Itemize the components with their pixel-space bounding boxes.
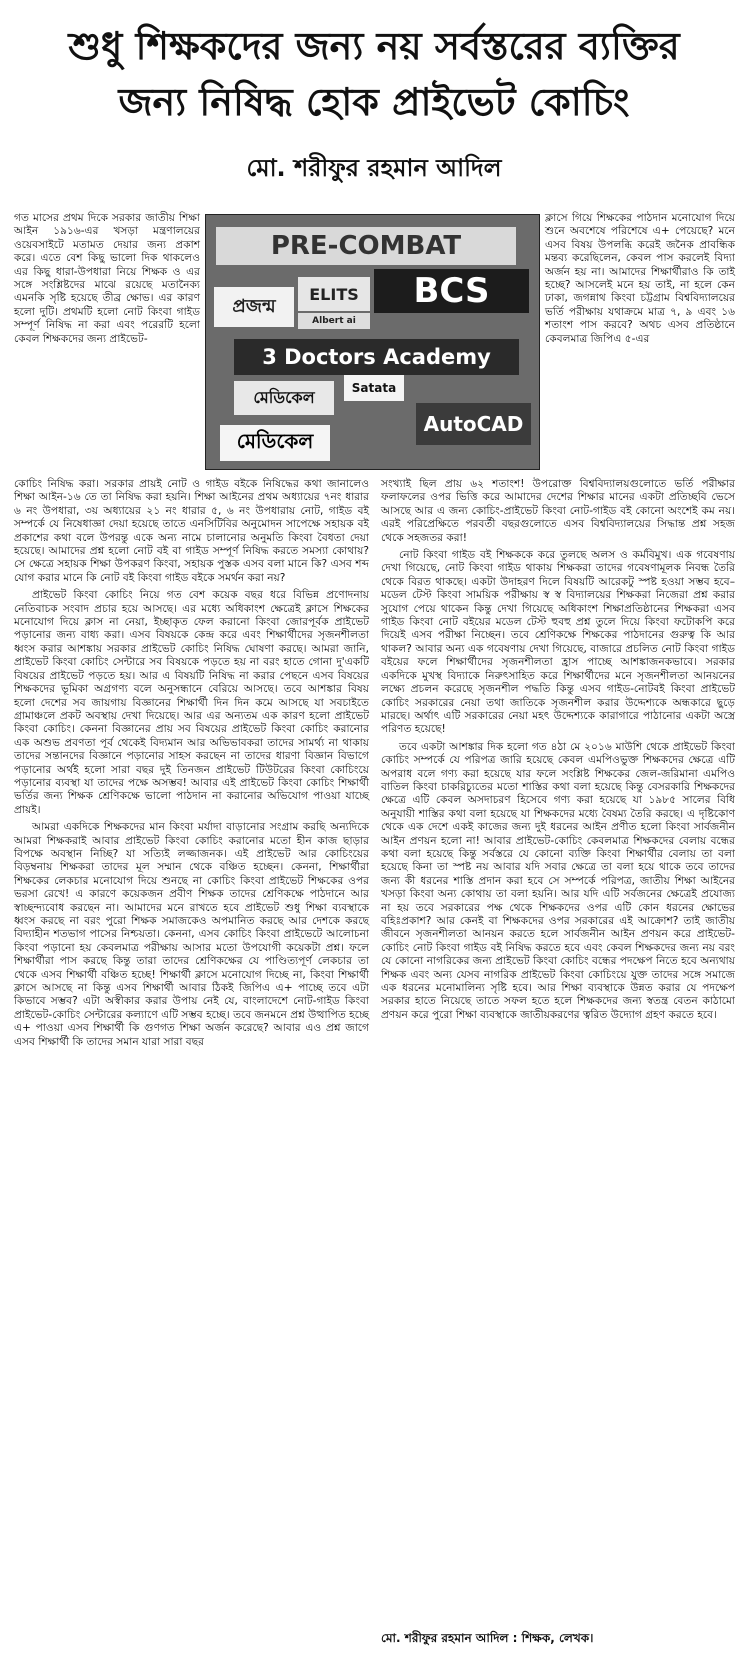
sign-pre-combat: PRE-COMBAT xyxy=(216,227,516,265)
title-line-2: জন্য নিষিদ্ধ হোক প্রাইভেট কোচিং xyxy=(118,80,630,124)
sign-projonmo: প্রজন্ম xyxy=(214,287,294,327)
paragraph: সংখ্যাই ছিল প্রায় ৬২ শতাংশ! উপরোক্ত বিশ্ববিদ্যালয়গুলোতে ভর্তি পরীক্ষার ফলাফলের ওপর ভিত্তি করে আমাদের দেশের শিক্ষার মানের একটা প্রতিচ্ছবি ভেসে আসছে আর এ জন্য কোচিং-প্রাইভেট কিংবা নোট-গাইড বই কোনো অংশেই কম নয়। এরই পরিপ্রেক্ষিতে পরবর্তী বছরগুলোতে এসব বিশ্ববিদ্যালয়ের সিদ্ধান্ত প্রশ্ন সহজ থেকে সহজতর করা! xyxy=(381,478,735,544)
column-left-bottom xyxy=(14,478,369,1053)
coaching-signboards-photo xyxy=(205,214,540,470)
sign-autocad: AutoCAD xyxy=(416,403,531,445)
byline: মো. শরীফুর রহমান আদিল xyxy=(246,154,502,182)
paragraph: তবে একটা আশঙ্কার দিক হলো গত ৪ঠা মে ২০১৬ মাউশি থেকে প্রাইভেট কিংবা কোচিং সম্পর্কে যে পরিপত্র জারি হয়েছে কেবল এমপিওভুক্ত শিক্ষকদের ক্ষেত্রে এটি অপরাধ বলে গণ্য করা হয়েছে যার ফলে সংশ্লিষ্ট শিক্ষকের জেল-জরিমানা এমপিও বাতিল কিংবা চাকরিচ্যুতের মতো শাস্তির কথা বলা হয়েছে কিন্তু বেসরকারি শিক্ষকদের ক্ষেত্রে এটি কেবল অসদাচরণ হিসেবে গণ্য করা হয়েছে যা ১৯৮৫ সালের বিধি অনুযায়ী শাস্তির কথা বলা হয়েছে যা শিক্ষকদের মধ্যে বৈষম্য তৈরি করছে। এ দৃষ্টিকোণ থেকে এক দেশে একই কাজের জন্য দুই ধরনের আইন প্রণীত হলো কিংবা সার্বজনীন আইন প্রণয়ন হলো না! আবার প্রাইভেট-কোচিং কেবলমাত্র শিক্ষকদের বেলায় বন্ধের কথা বলা হয়েছে কিন্তু সর্বস্তরে যে কোনো ব্যক্তি কিংবা শিক্ষার্থীর বেলায় তা বলা হয়েছে কিনা তা স্পষ্ট নয় আবার যদি সবার ক্ষেত্রে তা বলা হয়ে থাকে তবে তাদের জন্য কী ধরনের শাস্তি প্রদান করা হবে সে সম্পর্কে পরিপত্র, জাতীয় শিক্ষা আইনের খসড়া কিংবা অন্য কোথায় তা বলা হয়নি। আর যদি এটি সর্বজনের ক্ষেত্রেই প্রযোজ্য না হয় তবে সরকারের পক্ষ থেকে শিক্ষকদের ওপর এটি কোন ধরনের ক্ষোভের বহিঃপ্রকাশ? আর কেনই বা শিক্ষকদের ওপর সরকারের এই আক্রোশ? তাই জাতীয় জীবনে সৃজনশীলতা আনয়ন করতে হলে সার্বজনীন আইন প্রণয়ন করে প্রাইভেট-কোচিং নোট কিংবা গাইড বই নিষিদ্ধ করতে হবে এবং কেবল শিক্ষকদের জন্য নয় বরং যে কোনো নাগরিকের জন্য প্রাইভেট কিংবা কোচিং বন্ধের পদক্ষেপ নিতে হবে অন্যথায় শিক্ষক এবং অন্য যেসব নাগরিক প্রাইভেট কিংবা কোচিংয়ে যুক্ত তাদের সঙ্গে সমাজে এক ধরনের মনোমালিন্য সৃষ্টি হবে। আর শিক্ষা ব্যবস্থাকে উন্নত করার যে পদক্ষেপ সরকার হাতে নিয়েছে তাতে সফল হতে হলে শিক্ষকদের জন্য স্বতন্ত্র বেতন কাঠামো প্রণয়ন করে পুরো শিক্ষা ব্যবস্থাকে জাতীয়করণের ত্বরিত উদ্যোগ গ্রহণ করতে হবে। xyxy=(381,740,735,1021)
sign-elits: ELITS xyxy=(298,277,370,311)
paragraph: ক্লাসে গিয়ে শিক্ষকের পাঠদান মনোযোগ দিয়ে শুনে অবশেষে পরিশেষে এ+ পেয়েছে? মনে এসব বিষয় উপলব্ধি করেই জনৈক প্রাবন্ধিক মন্তব্য করেছিলেন, কেবল পাস করলেই বিদ্যা অর্জন হয় না। আমাদের শিক্ষার্থীরাও কি তাই হচ্ছে? আসলেই মনে হয় তাই, না হলে কেন ঢাকা, জগন্নাথ কিংবা চট্টগ্রাম বিশ্ববিদ্যালয়ের ভর্তি পরীক্ষায় যথাক্রমে মাত্র ৭, ৯ এবং ১৬ শতাংশ পাস করবে? অথচ এসব প্রতিষ্ঠানে কেবলমাত্র জিপিএ ৫-এর xyxy=(545,212,735,345)
sign-medical-1: মেডিকেল xyxy=(234,381,334,415)
author-signature: মো. শরীফুর রহমান আদিল : শিক্ষক, লেখক। xyxy=(381,1631,594,1645)
paragraph: গত মাসের প্রথম দিকে সরকার জাতীয় শিক্ষা আইন ১৯১৬-এর খসড়া মন্ত্রণালয়ের ওয়েবসাইটে মতামত দেয়ার জন্য প্রকাশ করে। এতে বেশ কিছু ভালো দিক থাকলেও এর কিছু ধারা-উপধারা নিয়ে শিক্ষক ও এর সঙ্গে সংশ্লিষ্টদের মাঝে রয়েছে মতানৈক্য এমনকি সৃষ্টি হয়েছে তীব্র ক্ষোভ। এর কারণ হলো দুটি। প্রথমটি হলো নোট কিংবা গাইড সম্পূর্ণ নিষিদ্ধ না করা এবং পরেরটি হলো কেবল শিক্ষকদের জন্য প্রাইভেট- xyxy=(14,212,200,345)
sign-bcs: BCS xyxy=(374,269,529,313)
column-right-top xyxy=(545,212,735,350)
paragraph: আমরা একদিকে শিক্ষকদের মান কিংবা মর্যাদা বাড়ানোর সংগ্রাম করছি অন্যদিকে আমরা শিক্ষকরাই আবার প্রাইভেট কিংবা কোচিং করানোর মতো হীন কাজ ছাড়ার বিপক্ষে অবস্থান নিচ্ছি? যা সত্যিই লজ্জাজনক। এই প্রাইভেট আর কোচিংয়ের বিড়ম্বনায় শিক্ষকরা তাদের মূল সম্মান থেকে বঞ্চিত হচ্ছেন। কেননা, শিক্ষার্থীরা শিক্ষকের লেকচার মনোযোগ দিয়ে শুনছে না কোচিং কিংবা প্রাইভেট শিক্ষকের ওপর ভরসা রেখে! এ কারণে কয়েকজন প্রবীণ শিক্ষক তাদের শ্রেণিকক্ষে পাঠদানে আর স্বাচ্ছন্দ্যবোধ করছেন না। আমাদের মনে রাখতে হবে প্রাইভেট শুধু শিক্ষা ব্যবস্থাকে ধ্বংস করছে না বরং পুরো শিক্ষক সমাজকেও অপমানিত করছে আর দেশকে করছে বিদ্যাহীন শতভাগ পাসের নিশ্চয়তা। কেননা, এসব কোচিং কিংবা প্রাইভেটে আলোচনা কিংবা পড়ানো হয় কেবলমাত্র পরীক্ষায় আসার মতো উপযোগী কয়েকটা প্রশ্ন। ফলে শিক্ষার্থীরা পাস করছে কিন্তু তারা তাদের শ্রেণিকক্ষের যে পাণ্ডিত্যপূর্ণ লেকচার তা থেকে এসব শিক্ষার্থী বঞ্চিত হচ্ছে! শিক্ষার্থী ক্লাসে মনোযোগ দিচ্ছে না, কিংবা শিক্ষার্থী ক্লাসে আসছে না কিন্তু এসব শিক্ষার্থী আবার ঠিকই জিপিএ এ+ পাচ্ছে তবে এটা কিভাবে সম্ভব? এটা অস্বীকার করার উপায় নেই যে, বাংলাদেশে নোট-গাইড কিংবা প্রাইভেট-কোচিং সেন্টারের কল্যাণে এটি সম্ভব হচ্ছে। তবে জনমনে প্রশ্ন উত্থাপিত হচ্ছে এ+ পাওয়া এসব শিক্ষার্থী কি গুণগত শিক্ষা অর্জন করেছে? আবার এও প্রশ্ন জাগে এসব শিক্ষার্থী কি তাদের সমান যারা সারা বছর xyxy=(14,821,369,1048)
sign-medical-2: মেডিকেল xyxy=(220,425,330,461)
paragraph: নোট কিংবা গাইড বই শিক্ষককে করে তুলছে অলস ও কর্মবিমুখ। এক গবেষণায় দেখা গিয়েছে, নোট কিংবা গাইড থাকায় শিক্ষকরা তাদের গবেষণামূলক নিবন্ধ তৈরি থেকে বিরত থাকছে। একটা উদাহরণ দিলে বিষয়টি আরেকটু স্পষ্ট হওয়া সম্ভব হবে– মডেল টেস্ট কিংবা সাময়িক পরীক্ষায় স্ব স্ব বিদ্যালয়ের শিক্ষকরা নিজেরা প্রশ্ন করার সুযোগ পেয়ে থাকেন কিন্তু দেখা গিয়েছে অধিকাংশ শিক্ষাপ্রতিষ্ঠানের শিক্ষকরা এসব গাইড কিংবা নোট বইয়ের মডেল টেস্ট হুবহু প্রশ্ন তুলে দিয়ে কিংবা ফটোকপি করে দিয়েই এসব পরীক্ষা নিচ্ছেন। তবে শ্রেণিকক্ষে শিক্ষকের পাঠদানের গুরুত্ব কি আর থাকল? আবার অন্য এক গবেষণায় দেখা গিয়েছে, বাজারে প্রচলিত নোট কিংবা গাইড বইয়ের ফলে শিক্ষার্থীদের সৃজনশীলতা হ্রাস পাচ্ছে আশঙ্কাজনকভাবে। সরকার একদিকে মুখস্থ বিদ্যাকে নিরুৎসাহিত করে শিক্ষার্থীদের মনে সৃজনশীলতা আনয়নের লক্ষ্যে প্রচলন করেছে সৃজনশীল পদ্ধতি কিন্তু এসব গাইড-নোটবই কিংবা প্রাইভেট কোচিং সরকারের নেয়া তথা জাতিকে সৃজনশীল করার উদ্দেশ্যকে অন্ধকারে ছুড়ে মারছে। অর্থাৎ এটি সরকারের নেয়া মহৎ উদ্দেশ্যকে কারাগারে পাঠানোর একটা অস্ত্রে পরিণত হয়েছে! xyxy=(381,549,735,736)
sign-satata: Satata xyxy=(344,375,404,401)
title-line-1: শুধু শিক্ষকদের জন্য নয় সর্বস্তরের ব্যক্তির xyxy=(68,24,680,68)
paragraph: কোচিং নিষিদ্ধ করা। সরকার প্রায়ই নোট ও গাইড বইকে নিষিদ্ধের কথা জানালেও শিক্ষা আইন-১৬ তে তা নিষিদ্ধ করা হয়নি। শিক্ষা আইনের প্রথম অধ্যায়ের ৭নং ধারার ৬ নং উপধারা, ৩য় অধ্যায়ের ২১ নং ধারার ৫, ৬ নং উপধারায় নোট, গাইড বই সম্পর্কে যে নিষেধাজ্ঞা দেয়া হয়েছে তাতে এনসিটিবির অনুমোদন সাপেক্ষে সহায়ক বই প্রকাশের কথা বলে উপরন্তু একে অন্য নামে চালানোর অনুমতি কিংবা বৈধতা দেয়া হয়েছে। আমাদের প্রশ্ন হলো নোট বই বা গাইড সম্পূর্ণ নিষিদ্ধ করতে সমস্যা কোথায়? সে ক্ষেত্রে সহায়ক শিক্ষা উপকরণ কিংবা, সহায়ক পুস্তক এসব বলা মানে কি? এসব শব্দ যোগ করার মানে কি নোট বই কিংবা গাইড বইকে সমর্থন করা নয়? xyxy=(14,478,369,584)
article-title xyxy=(10,18,738,130)
sign-3-doctors-academy: 3 Doctors Academy xyxy=(234,339,519,375)
paragraph: প্রাইভেট কিংবা কোচিং নিয়ে গত বেশ কয়েক বছর ধরে বিভিন্ন প্রণোদনায় নেতিবাচক সংবাদ প্রচার হয়ে আসছে। এর মধ্যে অধিকাংশ ক্ষেত্রেই ক্লাসে শিক্ষকের মনোযোগ দিয়ে ক্লাস না নেয়া, ইচ্ছাকৃত ফেল করানো কিংবা জোরপূর্বক প্রাইভেট পড়ানোর জন্য বাধ্য করা। এসব বিষয়কে কেন্দ্র করে এবং শিক্ষার্থীদের সৃজনশীলতা ধ্বংস করার আশঙ্কায় সরকার প্রাইভেট কোচিং নিষিদ্ধ ঘোষণা করছে। আমরা জানি, প্রাইভেট কিংবা কোচিং সেন্টারে সব বিষয়কে পড়তে হয় না বরং হাতে গোনা দু'একটি বিষয়ের প্রাইভেট পড়তে হয়। আর এ বিষয়টি নিষিদ্ধ না করার পেছনে এসব বিষয়ের শিক্ষকদের ভূমিকা অগ্রগণ্য বলে অনুসন্ধানে বেরিয়ে আসছে। তবে আশঙ্কার বিষয় হলো দেশের সব জায়গায় বিজ্ঞানের শিক্ষার্থী দিন দিন কমে আসছে যা সবচাইতে গ্রামাঞ্চলে প্রকট অবস্থায় দেখা দিয়েছে। আর এর অন্যতম এক কারণ হলো প্রাইভেট কিংবা কোচিং। কেননা বিজ্ঞানের প্রায় সব বিষয়ের প্রাইভেট কিংবা কোচিং করানোর এক অশুভ প্রবণতা পূর্ব থেকেই বিদ্যমান আর অভিভাবকরা তাদের সামর্থ্য না থাকায় তাদের সন্তানদের বিজ্ঞানে পড়ানোর সাহস করছেন না তাদের ধারণা বিজ্ঞান বিভাগে পড়ানোর অর্থই হলো সারা বছর দুই তিনজন প্রাইভেট টিউটরের কিংবা কোচিংয়ে পড়ানোর ব্যবস্থা যা তাদের পক্ষে অসম্ভব! আবার এই প্রাইভেট কিংবা কোচিং শিক্ষার্থী ভর্তির জন্য শিক্ষক শ্রেণিকক্ষে ভালো পাঠদান না করানোর অভিযোগ পাওয়া যাচ্ছে প্রায়ই। xyxy=(14,589,369,816)
column-left-top xyxy=(14,212,200,350)
sign-albert: Albert ai xyxy=(298,313,370,329)
column-right-bottom xyxy=(381,478,735,1026)
